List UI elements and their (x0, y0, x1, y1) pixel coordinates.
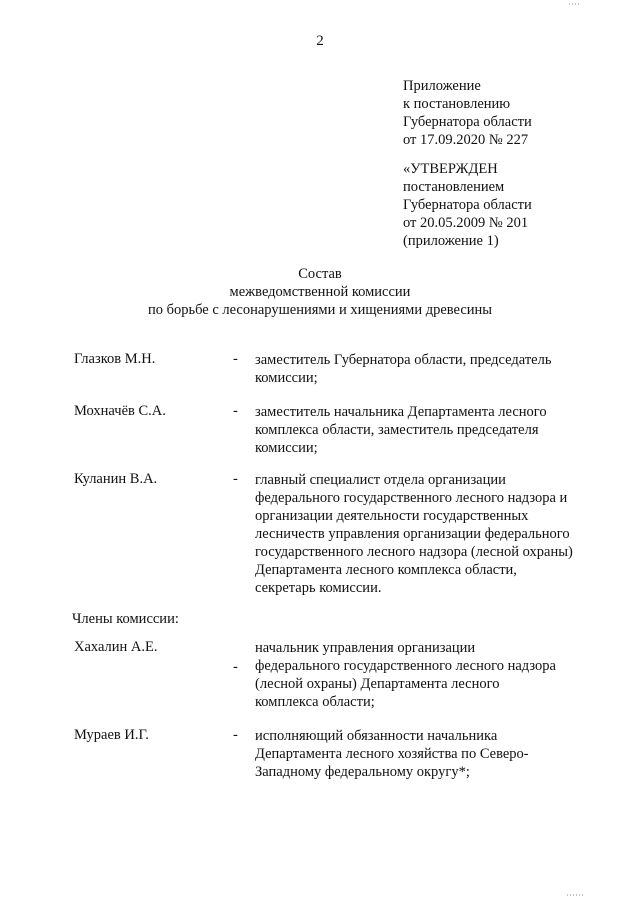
title-line: по борьбе с лесонарушениями и хищениями древесины (147, 302, 493, 318)
role-line: Департамента лесного хозяйства по Северо- (255, 746, 529, 762)
role-line: организации деятельности государственных (255, 508, 529, 524)
role-line: исполняющий обязанности начальника (255, 728, 498, 744)
role-line: комплекса области; (255, 694, 375, 710)
approval-line: от 20.05.2009 № 201 (403, 215, 529, 231)
dash-separator: - (233, 403, 238, 419)
dash-separator: - (233, 727, 238, 743)
scan-artifact-icon (566, 893, 586, 897)
appendix-line: к постановлению (403, 96, 511, 112)
scan-artifact-icon (568, 2, 582, 6)
role-line: секретарь комиссии. (255, 580, 382, 596)
appendix-block (403, 77, 532, 149)
role-line: Департамента лесного комплекса области, (255, 562, 517, 578)
member-role (255, 351, 551, 387)
role-line: заместитель Губернатора области, председатель (255, 352, 552, 368)
members-heading: Члены комиссии: (72, 611, 179, 627)
role-line: государственного лесного надзора (лесной охраны) (255, 544, 573, 560)
role-line: комиссии; (255, 440, 318, 456)
title-line: межведомственной комиссии (229, 284, 411, 300)
role-line: начальник управления организации (255, 640, 476, 656)
role-line: главный специалист отдела организации (255, 472, 506, 488)
role-line: Западному федеральному округу*; (255, 764, 470, 780)
appendix-line: Губернатора области (403, 114, 532, 130)
dash-separator: - (233, 351, 238, 367)
approval-stamp-block (403, 160, 532, 250)
role-line: лесничеств управления организации федерального (255, 526, 570, 542)
approval-line: (приложение 1) (403, 233, 499, 249)
role-line: федерального государственного лесного надзора (255, 658, 556, 674)
role-line: (лесной охраны) Департамента лесного (255, 676, 500, 692)
title-line: Состав (298, 266, 342, 282)
member-role (255, 639, 556, 711)
member-name: Мохначёв С.А. (74, 403, 166, 419)
approval-line: «УТВЕРЖДЕН (403, 161, 498, 177)
member-name: Хахалин А.Е. (74, 639, 158, 655)
approval-line: постановлением (403, 179, 505, 195)
dash-separator: - (233, 471, 238, 487)
member-name: Глазков М.Н. (74, 351, 156, 367)
appendix-line: от 17.09.2020 № 227 (403, 132, 529, 148)
role-line: комплекса области, заместитель председателя (255, 422, 539, 438)
dash-separator: - (233, 659, 238, 675)
member-name: Куланин В.А. (74, 471, 158, 487)
approval-line: Губернатора области (403, 197, 532, 213)
member-name: Мураев И.Г. (74, 727, 149, 743)
member-role (255, 727, 529, 781)
document-title (0, 265, 640, 319)
member-role (255, 471, 573, 597)
appendix-line: Приложение (403, 78, 481, 94)
role-line: федерального государственного лесного надзора и (255, 490, 568, 506)
member-role (255, 403, 547, 457)
page-number: 2 (316, 33, 324, 49)
role-line: комиссии; (255, 370, 318, 386)
role-line: заместитель начальника Департамента лесного (255, 404, 547, 420)
